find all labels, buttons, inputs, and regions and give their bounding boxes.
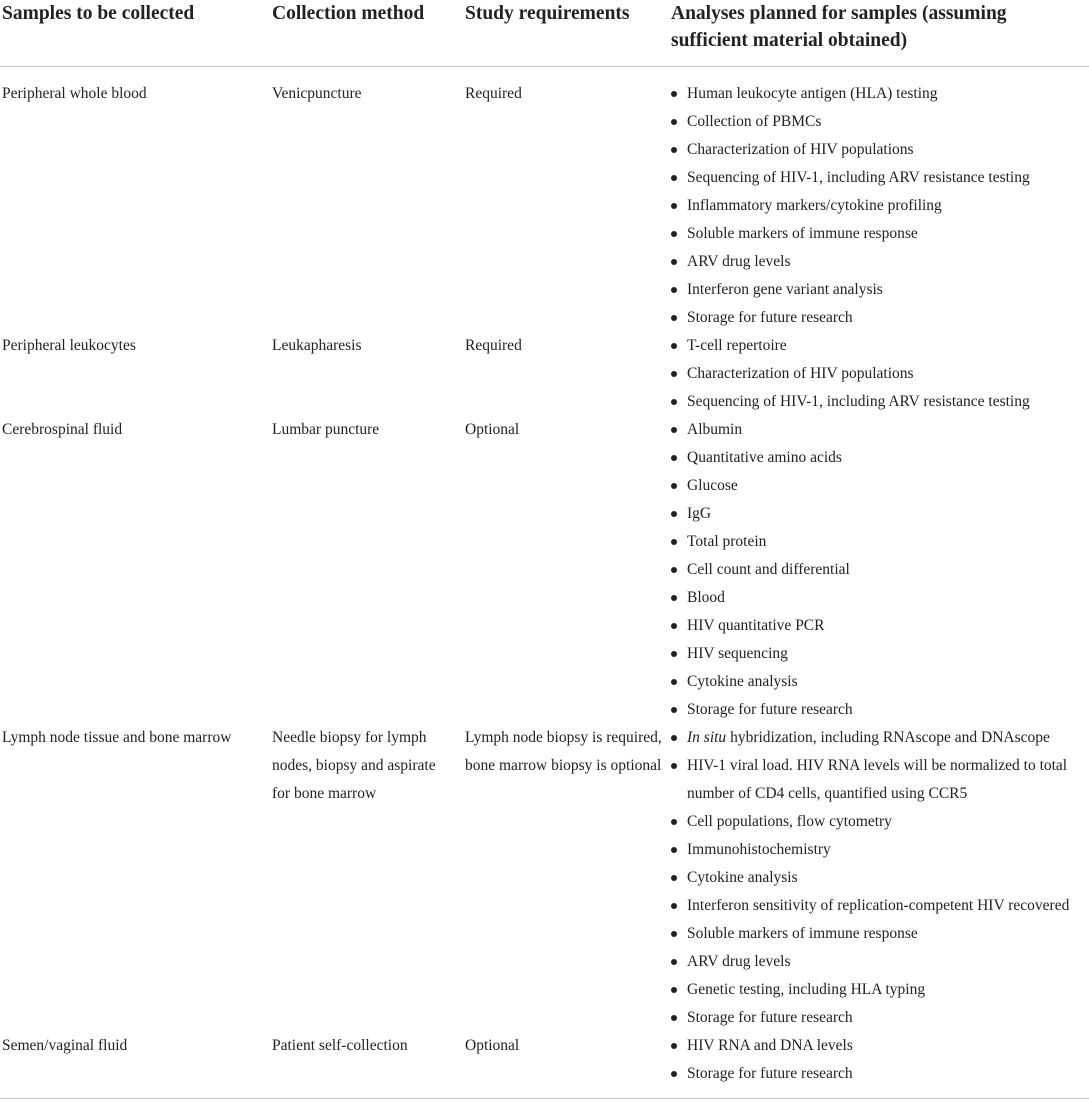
- list-item: [671, 332, 1083, 360]
- bullet-icon: [671, 651, 677, 657]
- table-body: [0, 67, 1089, 1088]
- method-cell: Patient self-collection: [272, 1037, 408, 1054]
- analyses-list: [671, 416, 1083, 724]
- analysis-text: hybridization, including RNAscope and DNAscope: [726, 729, 1050, 746]
- header-study-requirements: Study requirements: [465, 3, 630, 24]
- bullet-icon: [671, 623, 677, 629]
- requirement-cell: Required: [465, 337, 522, 354]
- analysis-text: ARV drug levels: [687, 253, 791, 270]
- list-item: [671, 864, 1083, 892]
- list-item: [671, 920, 1083, 948]
- list-item: [671, 220, 1083, 248]
- analysis-text: Storage for future research: [687, 1009, 853, 1026]
- bullet-icon: [671, 231, 677, 237]
- list-item: [671, 360, 1083, 388]
- bullet-icon: [671, 875, 677, 881]
- analysis-text: Glucose: [687, 477, 738, 494]
- analysis-text: Interferon sensitivity of replication-competent HIV recovered: [687, 897, 1070, 914]
- bullet-icon: [671, 595, 677, 601]
- analysis-text: Genetic testing, including HLA typing: [687, 981, 926, 998]
- header-samples: Samples to be collected: [2, 3, 195, 24]
- bullet-icon: [671, 707, 677, 713]
- bullet-icon: [671, 119, 677, 125]
- analyses-list: [671, 332, 1083, 416]
- list-item: [671, 976, 1083, 1004]
- bullet-icon: [671, 1015, 677, 1021]
- list-item: [671, 668, 1083, 696]
- analysis-text: HIV quantitative PCR: [687, 617, 825, 634]
- list-item: [671, 500, 1083, 528]
- bullet-icon: [671, 147, 677, 153]
- bullet-icon: [671, 343, 677, 349]
- list-item: [671, 808, 1083, 836]
- bullet-icon: [671, 987, 677, 993]
- list-item: [671, 108, 1083, 136]
- table-row: [0, 332, 1089, 416]
- list-item: [671, 192, 1083, 220]
- bullet-icon: [671, 931, 677, 937]
- bullet-icon: [671, 399, 677, 405]
- sample-cell: Peripheral whole blood: [2, 85, 147, 102]
- analysis-text: Albumin: [687, 421, 743, 438]
- bullet-icon: [671, 735, 677, 741]
- bullet-icon: [671, 1043, 677, 1049]
- requirement-cell: Optional: [465, 1037, 520, 1054]
- bullet-icon: [671, 539, 677, 545]
- bullet-icon: [671, 91, 677, 97]
- requirement-cell: Lymph node biopsy is required, bone marrow biopsy is optional: [465, 729, 662, 774]
- analysis-text: ARV drug levels: [687, 953, 791, 970]
- analysis-text: Total protein: [687, 533, 767, 550]
- analysis-text: Soluble markers of immune response: [687, 925, 918, 942]
- table-row: [0, 724, 1089, 1032]
- sample-cell: Semen/vaginal fluid: [2, 1037, 128, 1054]
- analysis-text: Collection of PBMCs: [687, 113, 822, 130]
- analysis-text: Sequencing of HIV-1, including ARV resistance testing: [687, 393, 1030, 410]
- list-item: [671, 528, 1083, 556]
- analysis-text-italic: In situ: [687, 729, 727, 746]
- list-item: [671, 136, 1083, 164]
- analysis-text: Immunohistochemistry: [687, 841, 831, 858]
- analysis-text: Inflammatory markers/cytokine profiling: [687, 197, 942, 214]
- analyses-cell: [671, 1032, 1083, 1088]
- list-item: [671, 1032, 1083, 1060]
- list-item: [671, 80, 1083, 108]
- analysis-text: Cytokine analysis: [687, 869, 798, 886]
- analysis-text: Characterization of HIV populations: [687, 365, 914, 382]
- method-cell: Needle biopsy for lymph nodes, biopsy and aspirate for bone marrow: [272, 729, 436, 802]
- analysis-text: HIV-1 viral load. HIV RNA levels will be normalized to total number of CD4 cells, quantified using CCR5: [687, 757, 1068, 802]
- table-row: [0, 1032, 1089, 1088]
- table-row: [0, 416, 1089, 724]
- method-cell: Lumbar puncture: [272, 421, 380, 438]
- analysis-text: Storage for future research: [687, 309, 853, 326]
- analysis-text: Storage for future research: [687, 1065, 853, 1082]
- list-item: [671, 584, 1083, 612]
- analysis-text: HIV RNA and DNA levels: [687, 1037, 853, 1054]
- sample-cell: Cerebrospinal fluid: [2, 421, 123, 438]
- analyses-cell: [671, 332, 1083, 416]
- list-item: [671, 836, 1083, 864]
- bullet-icon: [671, 455, 677, 461]
- list-item: [671, 948, 1083, 976]
- analyses-cell: [671, 416, 1083, 724]
- header-analyses: Analyses planned for samples (assuming sufficient material obtained): [671, 3, 1007, 51]
- bullet-icon: [671, 763, 677, 769]
- analysis-text: Storage for future research: [687, 701, 853, 718]
- list-item: [671, 164, 1083, 192]
- list-item: [671, 640, 1083, 668]
- analysis-text: Quantitative amino acids: [687, 449, 842, 466]
- analyses-list: [671, 724, 1083, 1032]
- method-cell: Leukapharesis: [272, 337, 362, 354]
- method-cell: Venicpuncture: [272, 85, 362, 102]
- analysis-text: Cell populations, flow cytometry: [687, 813, 892, 830]
- bullet-icon: [671, 315, 677, 321]
- analysis-text: Soluble markers of immune response: [687, 225, 918, 242]
- requirement-cell: Required: [465, 85, 522, 102]
- bullet-icon: [671, 287, 677, 293]
- analysis-text: Characterization of HIV populations: [687, 141, 914, 158]
- list-item: [671, 752, 1083, 808]
- list-item: [671, 612, 1083, 640]
- analysis-text: Cell count and differential: [687, 561, 850, 578]
- bullet-icon: [671, 175, 677, 181]
- list-item: [671, 724, 1083, 752]
- analysis-text: Sequencing of HIV-1, including ARV resistance testing: [687, 169, 1030, 186]
- list-item: [671, 416, 1083, 444]
- analysis-text: T-cell repertoire: [687, 337, 787, 354]
- list-item: [671, 556, 1083, 584]
- bullet-icon: [671, 1071, 677, 1077]
- bullet-icon: [671, 819, 677, 825]
- analyses-list: [671, 1032, 1083, 1088]
- analysis-text: HIV sequencing: [687, 645, 788, 662]
- list-item: [671, 388, 1083, 416]
- requirement-cell: Optional: [465, 421, 520, 438]
- bullet-icon: [671, 427, 677, 433]
- bullet-icon: [671, 483, 677, 489]
- bullet-icon: [671, 903, 677, 909]
- bullet-icon: [671, 959, 677, 965]
- analysis-text: Interferon gene variant analysis: [687, 281, 883, 298]
- bullet-icon: [671, 511, 677, 517]
- bullet-icon: [671, 371, 677, 377]
- bullet-icon: [671, 679, 677, 685]
- analysis-text: Human leukocyte antigen (HLA) testing: [687, 85, 938, 102]
- bullet-icon: [671, 567, 677, 573]
- table-row: [0, 80, 1089, 332]
- list-item: [671, 892, 1083, 920]
- list-item: [671, 276, 1083, 304]
- list-item: [671, 696, 1083, 724]
- list-item: [671, 1004, 1083, 1032]
- analyses-cell: [671, 80, 1083, 332]
- list-item: [671, 1060, 1083, 1088]
- analysis-text: Blood: [687, 589, 725, 606]
- sample-cell: Lymph node tissue and bone marrow: [2, 729, 232, 746]
- bullet-icon: [671, 203, 677, 209]
- sample-cell: Peripheral leukocytes: [2, 337, 136, 354]
- header-collection-method: Collection method: [272, 3, 425, 24]
- bullet-icon: [671, 847, 677, 853]
- list-item: [671, 248, 1083, 276]
- list-item: [671, 472, 1083, 500]
- list-item: [671, 444, 1083, 472]
- analyses-cell: [671, 724, 1083, 1032]
- table-header: [0, 0, 1089, 67]
- analyses-list: [671, 80, 1083, 332]
- analysis-text: Cytokine analysis: [687, 673, 798, 690]
- bottom-divider: [0, 1098, 1089, 1099]
- bullet-icon: [671, 259, 677, 265]
- list-item: [671, 304, 1083, 332]
- analysis-text: IgG: [687, 505, 712, 522]
